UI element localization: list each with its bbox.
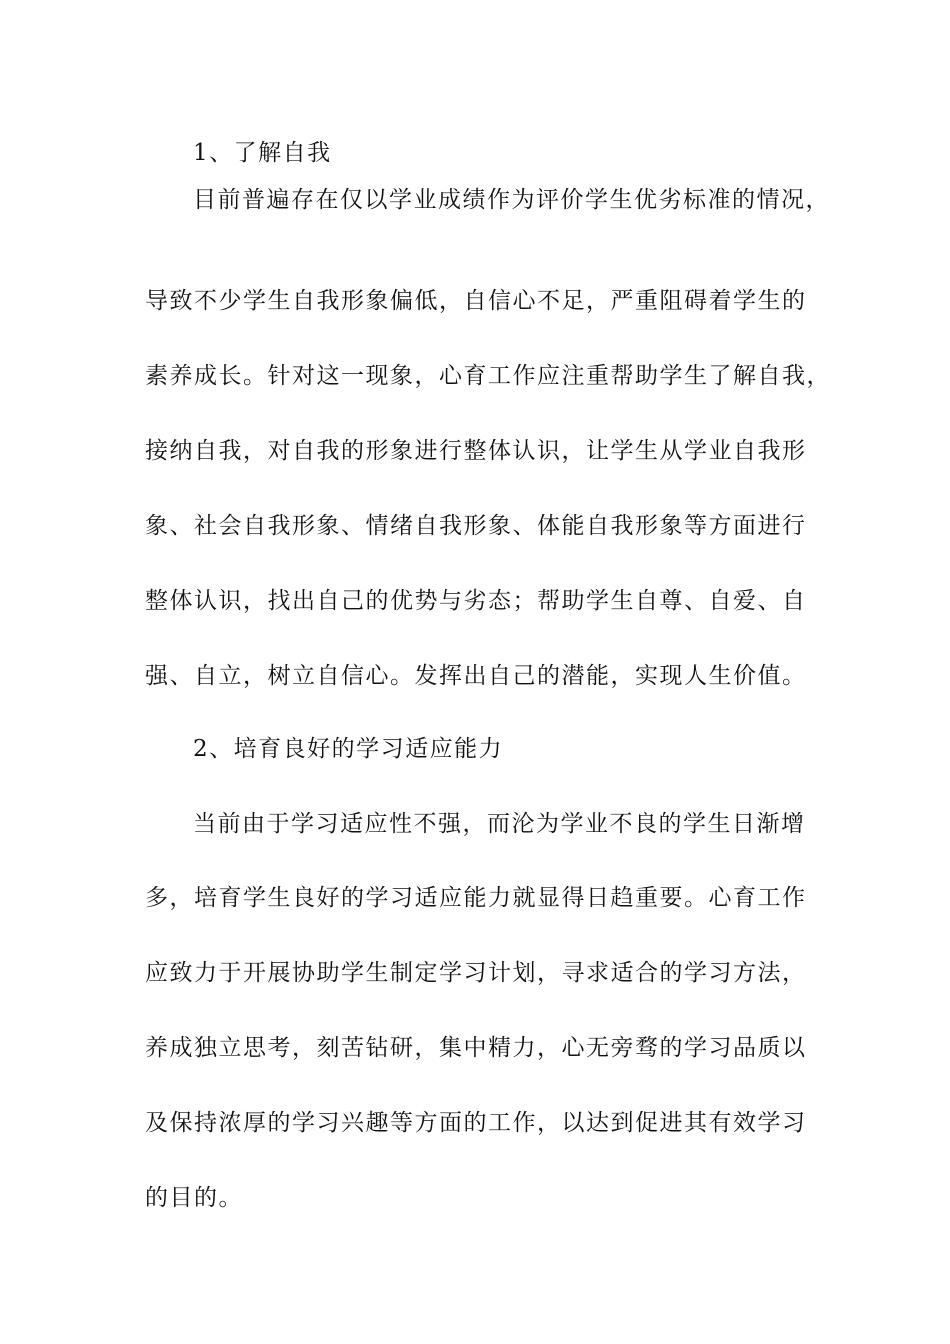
section-1-heading: 1、了解自我 [193, 140, 332, 166]
section-1-line-2: 导致不少学生自我形象偏低，自信心不足，严重阻碍着学生的 [145, 288, 807, 314]
section-1-line-4: 接纳自我，对自我的形象进行整体认识，让学生从学业自我形 [145, 438, 807, 464]
section-2-line-4: 养成独立思考，刻苦钻研，集中精力，心无旁骛的学习品质以 [145, 1035, 807, 1061]
section-2-line-3: 应致力于开展协助学生制定学习计划，寻求适合的学习方法， [145, 960, 807, 986]
section-2-heading: 2、培育良好的学习适应能力 [193, 736, 504, 762]
section-2-line-6: 的目的。 [145, 1185, 243, 1211]
section-2-line-1: 当前由于学习适应性不强，而沦为学业不良的学生日渐增 [193, 811, 806, 837]
section-2-line-5: 及保持浓厚的学习兴趣等方面的工作，以达到促进其有效学习 [145, 1110, 807, 1136]
section-1-line-6: 整体认识，找出自己的优势与劣态；帮助学生自尊、自爱、自 [145, 588, 807, 614]
section-1-line-1: 目前普遍存在仅以学业成绩作为评价学生优劣标准的情况， [193, 187, 830, 213]
section-1-line-5: 象、社会自我形象、情绪自我形象、体能自我形象等方面进行 [145, 513, 807, 539]
section-2-line-2: 多，培育学生良好的学习适应能力就显得日趋重要。心育工作 [145, 885, 807, 911]
section-1-line-7: 强、自立，树立自信心。发挥出自己的潜能，实现人生价值。 [145, 663, 807, 689]
section-1-line-3: 素养成长。针对这一现象，心育工作应注重帮助学生了解自我， [145, 363, 831, 389]
